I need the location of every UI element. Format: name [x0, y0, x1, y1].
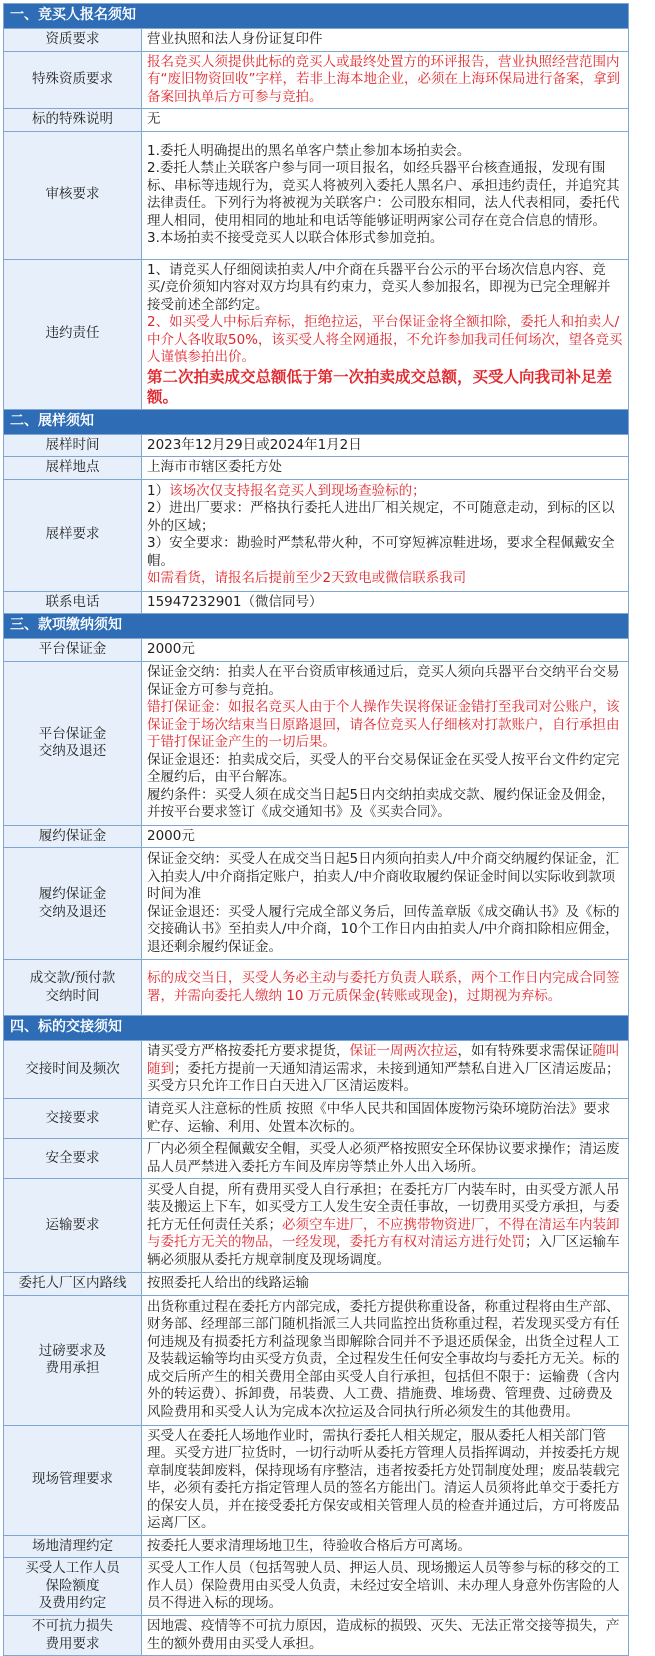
label-route: 委托人厂区内路线: [4, 1273, 142, 1296]
value-site-management: 买受人在委托人场地作业时，需执行委托人相关规定，服从委托人相关部门管理。买受方进厂拉货时，一切行动听从委托方管理人员指挥调动，并按委托方规章制度装卸废料，保持现场有序整洁，违者按委托方处罚制度处理；废品装载完毕，必须有委托方指定管理人员的签名方能出门。清运人员须将此单交于委托方的保安人员，并在接受委托方保安或相关管理人员的检查并通过后，方可将废品运离厂区。: [142, 1425, 629, 1535]
value-platform-deposit: 2000元: [142, 639, 629, 662]
row-weighing: [4, 1295, 629, 1425]
row-qualification: [4, 29, 629, 52]
label-line: 交纳及退还: [38, 743, 107, 759]
label-line: 过磅要求及: [38, 1342, 107, 1359]
audit-line: 3.本场拍卖不接受竞买人以联合体形式参加竞拍。: [147, 230, 444, 246]
exhibit-req-line-2: 2）进出厂要求：严格执行委托人进出厂相关规定，不可随意走动，到标的区以外的区域；: [147, 500, 615, 534]
exhibit-req-line-1-text: 该场次仅支持报名竞买人到现场查验标的；: [169, 482, 426, 499]
section-title: 一、竞买人报名须知: [4, 4, 629, 29]
value-weighing: 出货称重过程在委托方内部完成，委托方提供称重设备，称重过程将由生产部、财务部、经理部三部门随机指派三人共同监控出货称重过程，若发现买受方有任何违规及有损委托方利益现象当即解除合同并不予退还质保金，出货全过程人工及装载运输等均由买受方负责，全过程发生任何安全事故均与委托方无关。标的成交后所产生的相关费用全部由买受人自行承担，包括但不限于：运输费（含内外的转运费）、拆卸费，吊装费、人工费、措施费、堆场费、管理费、过磅费及风险费用和买受人认为完成本次拉运及合同执行所必须发生的其他费用。: [142, 1295, 629, 1425]
value-safety: 厂内必须全程佩戴安全帽，买受人必须严格按照安全环保协议要求操作；清运废品人员严禁进入委托方车间及库房等禁止外人出入场所。: [142, 1139, 629, 1179]
breach-line-1: 1、请竞买人仔细阅读拍卖人/中介商在兵器平台公示的平台场次信息内容、竞买/竞价须知内容对双方均具有约束力，竞买人参加报名，即视为已完全理解并接受前述全部约定。: [147, 261, 611, 313]
row-platform-deposit: [4, 639, 629, 662]
label-line: 费用承担: [45, 1360, 100, 1376]
value-exhibit-place: 上海市市辖区委托方处: [142, 457, 629, 480]
label-audit: 审核要求: [4, 131, 142, 259]
value-performance-deposit-return: [142, 848, 629, 960]
row-route: [4, 1273, 629, 1296]
row-site-cleanup: [4, 1535, 629, 1558]
label-special-qualification: 特殊资质要求: [4, 51, 142, 109]
row-performance-deposit-return: [4, 848, 629, 960]
label-line: 及费用约定: [38, 1595, 107, 1612]
row-transport: [4, 1179, 629, 1273]
label-exhibit-req: 展样要求: [4, 479, 142, 591]
freq-text: ，如有特殊要求需保证: [457, 1043, 593, 1060]
value-phone: 15947232901（微信同号）: [142, 591, 629, 614]
section-header-exhibition: [4, 409, 629, 434]
freq-text: 请买受方严格按委托方要求提货，: [147, 1043, 350, 1060]
label-site-cleanup: 场地清理约定: [4, 1535, 142, 1558]
row-site-management: [4, 1425, 629, 1535]
row-handover-req: [4, 1099, 629, 1139]
label-line: 交纳及退还: [38, 903, 107, 920]
value-performance-deposit: 2000元: [142, 825, 629, 848]
label-line: 不可抗力损失: [32, 1618, 113, 1634]
value-insurance: 买受人工作人员（包括驾驶人员、押运人员、现场搬运人员等参与标的移交的工作人员）保险费用由买受人负责，未经过安全培训、未办理人身意外伤害险的人员不得进入标的现场。: [142, 1558, 629, 1616]
label-payment-time: [4, 960, 142, 1016]
transport-text-highlight: 必须空车进厂，不应携带物资进厂，不得在清运车内装卸与委托方无关的物品，一经发现，委托方有权对清运方进行处罚: [147, 1216, 620, 1251]
transport-text: ；入厂区运输车辆必须服从委托方规章制度及现场调度。: [147, 1234, 620, 1268]
row-audit: [4, 131, 629, 259]
section-header-payment: [4, 614, 629, 639]
audit-line: 2.委托人禁止关联客户参与同一项目报名，如经兵器平台核查通报，发现有围标、串标等违规行为，竞买人将被列入委托人黑名户、承担违约责任，并追究其法律责任。下列行为将被视为关联客户：公司股东相同，法人代表相同，委托代理人相同，使用相同的地址和电话等能够证明两家公司存在竞合信息的情形。: [147, 160, 620, 229]
section-header-bidder-registration: [4, 4, 629, 29]
row-exhibit-time: [4, 434, 629, 457]
label-line: 平台保证金: [38, 725, 107, 742]
value-platform-deposit-return: [142, 661, 629, 825]
breach-line-2: 2、如买受人中标后弃标，拒绝拉运，平台保证金将全额扣除，委托人和拍卖人/中介人各收取50%，该买受人将全网通报，不允许参加我司任何场次，望各竞买人谨慎参拍出价。: [147, 314, 623, 365]
row-special-qualification: [4, 51, 629, 109]
exhibit-req-line-4: 如需看货，请报名后提前至少2天致电或微信联系我司: [147, 570, 467, 586]
pdep-line-2: 错打保证金：如报名竞买人由于个人操作失误将保证金错打至我司对公账户，该保证金于场次结束当日原路退回，请各位竞买人仔细核对打款账户，自行承担由于错打保证金产生的一切后果。: [147, 699, 620, 751]
exhibit-req-prefix: 1）: [147, 482, 170, 499]
value-handover-frequency: [142, 1041, 629, 1099]
value-force-majeure: 因地震、疫情等不可抗力原因，造成标的损毁、灭失、无法正常交接等损失，产生的额外费用由买受人承担。: [142, 1616, 629, 1656]
label-handover-req: 交接要求: [4, 1099, 142, 1139]
section-title: 四、标的交接须知: [4, 1016, 629, 1041]
value-qualification: 营业执照和法人身份证复印件: [142, 29, 629, 52]
row-breach: [4, 259, 629, 409]
row-exhibit-req: [4, 479, 629, 591]
breach-line-3: 第二次拍卖成交总额低于第一次拍卖成交总额，买受人向我司补足差额。: [147, 367, 613, 406]
pdep-line-3: 保证金退还：拍卖成交后，买受人的平台交易保证金在买受人按平台文件约定完全履约后，由平台解冻。: [147, 751, 620, 786]
value-breach: [142, 259, 629, 409]
value-exhibit-time: 2023年12月29日或2024年1月2日: [142, 434, 629, 457]
label-site-management: 现场管理要求: [4, 1425, 142, 1535]
exhibit-req-line-3: 3）安全要求：勘验时严禁私带火种，不可穿短裤凉鞋进场，要求全程佩戴安全帽。: [147, 535, 615, 569]
row-safety: [4, 1139, 629, 1179]
pdep-line-1: 保证金交纳：拍卖人在平台资质审核通过后，竞买人须向兵器平台交纳平台交易保证金方可参与竞拍。: [147, 664, 620, 698]
label-insurance: [4, 1558, 142, 1616]
row-payment-time: [4, 960, 629, 1016]
row-phone: [4, 591, 629, 614]
label-special-note: 标的特殊说明: [4, 109, 142, 132]
label-line: 费用要求: [45, 1635, 100, 1652]
row-insurance: [4, 1558, 629, 1616]
auction-notice-page: [3, 3, 628, 1656]
section-header-handover: [4, 1016, 629, 1041]
freq-text-highlight: 随叫随到: [147, 1043, 620, 1077]
auction-notice-table: [3, 3, 629, 1656]
freq-text: ；委托方提前一天通知清运需求，未接到通知严禁私自进入厂区清运废品；买受方只允许工作日白天进入厂区清运废料。: [147, 1060, 620, 1095]
label-handover-frequency: 交接时间及频次: [4, 1041, 142, 1099]
label-safety: 安全要求: [4, 1139, 142, 1179]
label-phone: 联系电话: [4, 591, 142, 614]
label-weighing: [4, 1295, 142, 1425]
audit-line: 1.委托人明确提出的黑名单客户禁止参加本场拍卖会。: [147, 142, 471, 159]
label-line: 履约保证金: [38, 886, 107, 902]
pdep-line-4: 履约条件：买受人须在成交当日起5日内交纳拍卖成交款、履约保证金及佣金，并按平台要求签订《成交通知书》及《买卖合同》。: [147, 786, 615, 821]
value-site-cleanup: 按委托人要求清理场地卫生，待验收合格后方可离场。: [142, 1535, 629, 1558]
label-exhibit-time: 展样时间: [4, 434, 142, 457]
section-title: 三、款项缴纳须知: [4, 614, 629, 639]
value-payment-time: 标的成交当日，买受人务必主动与委托方负责人联系，两个工作日内完成合同签署，并需向委托人缴纳 10 万元质保金(转账或现金)，过期视为弃标。: [142, 960, 629, 1016]
value-exhibit-req: [142, 479, 629, 591]
label-line: 买受人工作人员: [25, 1560, 120, 1577]
label-qualification: 资质要求: [4, 29, 142, 52]
value-route: 按照委托人给出的线路运输: [142, 1273, 629, 1296]
value-handover-req: 请竞买人注意标的性质 按照《中华人民共和国固体废物污染环境防治法》要求贮存、运输、利用、处置本次标的。: [142, 1099, 629, 1139]
label-breach: 违约责任: [4, 259, 142, 409]
label-performance-deposit-return: [4, 848, 142, 960]
row-handover-frequency: [4, 1041, 629, 1099]
label-line: 保险额度: [45, 1577, 100, 1594]
exhibit-req-line-1: [147, 483, 623, 501]
row-exhibit-place: [4, 457, 629, 480]
value-audit: [142, 131, 629, 259]
value-transport: [142, 1179, 629, 1273]
row-special-note: [4, 109, 629, 132]
label-exhibit-place: 展样地点: [4, 457, 142, 480]
section-title: 二、展样须知: [4, 409, 629, 434]
freq-text-highlight: 保证一周两次拉运: [349, 1043, 458, 1060]
label-platform-deposit: 平台保证金: [4, 639, 142, 662]
row-performance-deposit: [4, 825, 629, 848]
value-special-qualification: 报名竞买人须提供此标的竞买人或最终处置方的环评报告，营业执照经营范围内有“废旧物资回收”字样，若非上海本地企业，必须在上海环保局进行备案，拿到备案回执单后方可参与竞拍。: [142, 51, 629, 109]
row-platform-deposit-return: [4, 661, 629, 825]
label-line: 交纳时间: [45, 987, 100, 1004]
label-transport: 运输要求: [4, 1179, 142, 1273]
label-line: 成交款/预付款: [29, 970, 116, 986]
transport-text: 买受人自提，所有费用买受人自行承担；在委托方厂内装车时，由买受方派人吊装及搬运上下车，如买受方工人发生安全责任事故，一切费用买受方承担，与委托方无任何责任关系；: [147, 1181, 620, 1233]
perf-line-2: 保证金退还：买受人履行完成全部义务后，回传盖章版《成交确认书》及《标的交接确认书》至拍卖人/中介商，10个工作日内由拍卖人/中介商扣除相应佣金，退还剩余履约保证金。: [147, 903, 620, 955]
value-special-note: 无: [142, 109, 629, 132]
label-platform-deposit-return: [4, 661, 142, 825]
label-performance-deposit: 履约保证金: [4, 825, 142, 848]
perf-line-1: 保证金交纳：买受人在成交当日起5日内须向拍卖人/中介商交纳履约保证金，汇入拍卖人/中介商指定账户，拍卖人/中介商收取履约保证金时间以实际收到款项时间为准: [147, 851, 620, 902]
